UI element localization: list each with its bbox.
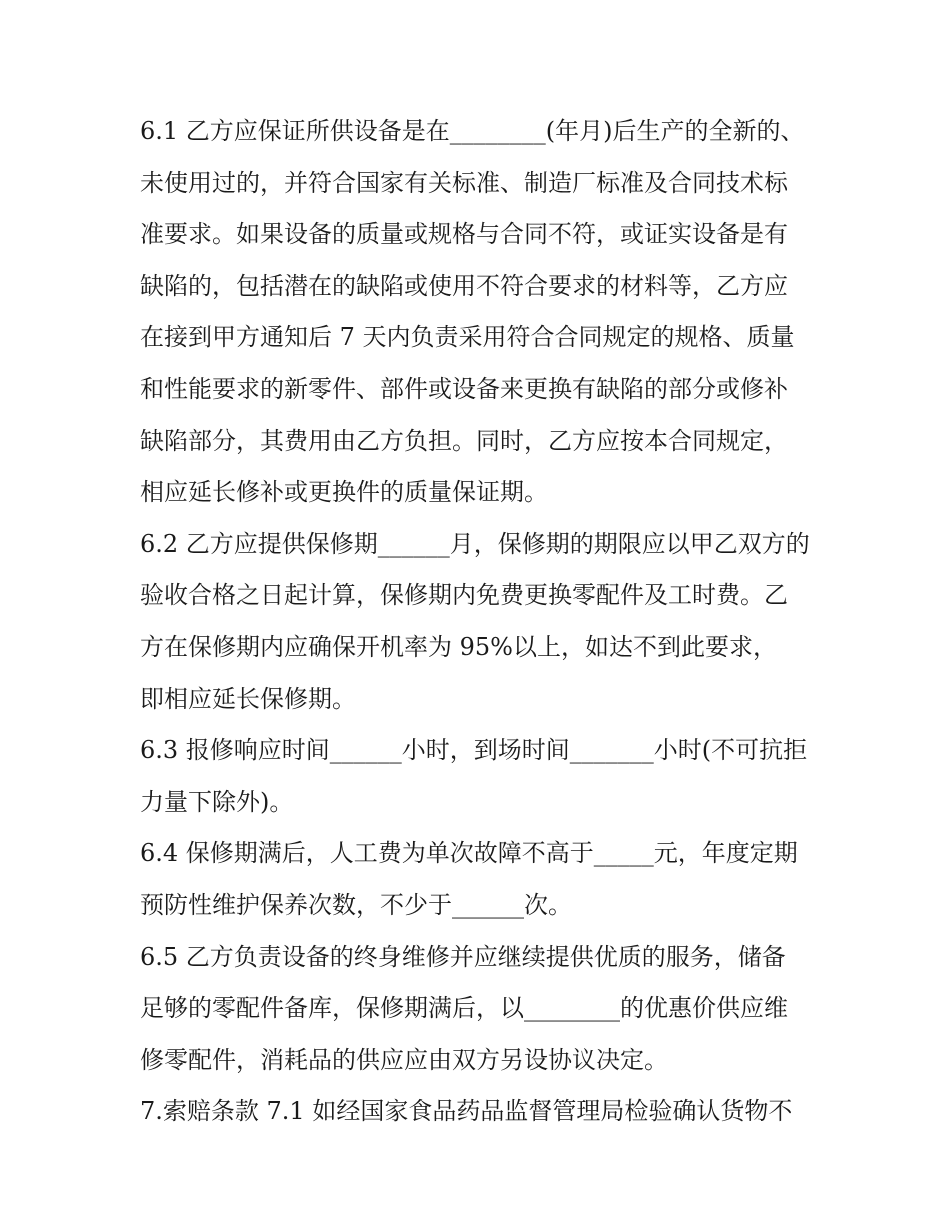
text-line: 6.3 报修响应时间______小时，到场时间_______小时(不可抗拒 xyxy=(140,736,808,765)
text-line: 验收合格之日起计算，保修期内免费更换零配件及工时费。乙 xyxy=(140,581,788,610)
document-body xyxy=(140,106,812,1138)
text-line: 准要求。如果设备的质量或规格与合同不符，或证实设备是有 xyxy=(140,220,788,249)
text-line: 相应延长修补或更换件的质量保证期。 xyxy=(140,478,548,507)
text-line: 预防性维护保养次数，不少于______次。 xyxy=(140,890,572,919)
text-line: 7.索赔条款 7.1 如经国家食品药品监督管理局检验确认货物不 xyxy=(140,1097,793,1126)
text-line: 力量下除外)。 xyxy=(140,787,294,816)
text-line: 6.4 保修期满后，人工费为单次故障不高于_____元，年度定期 xyxy=(140,839,798,868)
text-line: 6.2 乙方应提供保修期______月，保修期的期限应以甲乙双方的 xyxy=(140,529,810,558)
text-line: 方在保修期内应确保开机率为 95%以上，如达不到此要求， xyxy=(140,632,777,661)
text-line: 未使用过的，并符合国家有关标准、制造厂标准及合同技术标 xyxy=(140,168,788,197)
text-line: 即相应延长保修期。 xyxy=(140,684,356,713)
text-line: 修零配件，消耗品的供应应由双方另设协议决定。 xyxy=(140,1045,668,1074)
text-line: 6.5 乙方负责设备的终身维修并应继续提供优质的服务，储备 xyxy=(140,942,786,971)
text-line: 6.1 乙方应保证所供设备是在________(年月)后生产的全新的、 xyxy=(140,117,805,145)
text-line: 缺陷的，包括潜在的缺陷或使用不符合要求的材料等，乙方应 xyxy=(140,271,788,300)
text-line: 足够的零配件备库，保修期满后，以________的优惠价供应维 xyxy=(140,994,788,1023)
text-line: 和性能要求的新零件、部件或设备来更换有缺陷的部分或修补 xyxy=(140,374,788,403)
text-line: 在接到甲方通知后 7 天内负责采用符合合同规定的规格、质量 xyxy=(140,323,795,352)
text-line: 缺陷部分，其费用由乙方负担。同时，乙方应按本合同规定， xyxy=(140,426,788,455)
